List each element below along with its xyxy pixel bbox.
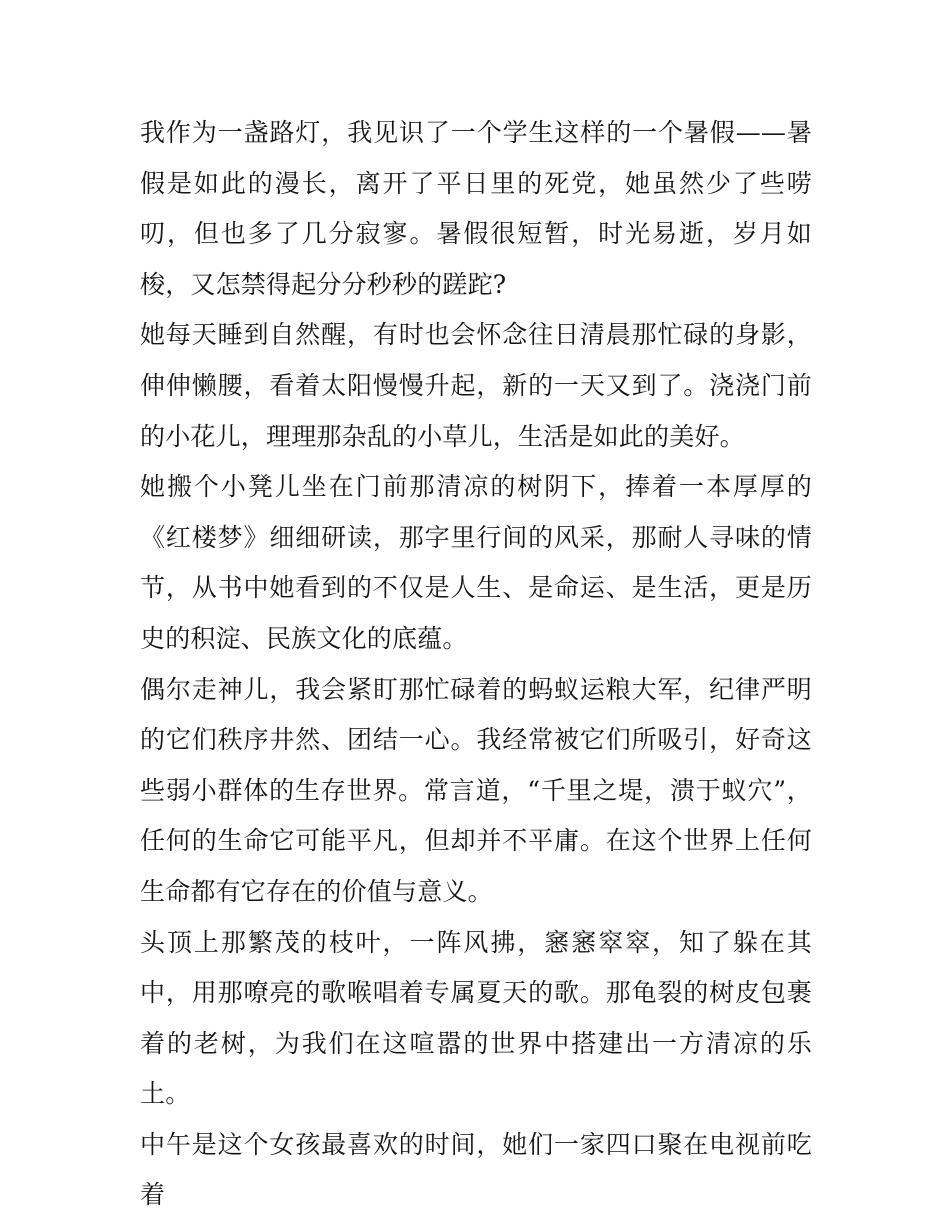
document-body (140, 108, 812, 1221)
paragraph-3: 她搬个小凳儿坐在门前那清凉的树阴下，捧着一本厚厚的《红楼梦》细细研读，那字里行间的风采，那耐人寻味的情节，从书中她看到的不仅是人生、是命运、是生活，更是历史的积淀、民族文化的底蕴。 (140, 472, 812, 653)
paragraph-5: 头顶上那繁茂的枝叶，一阵风拂，窸窸窣窣，知了躲在其中，用那嘹亮的歌喉唱着专属夏天的歌。那龟裂的树皮包裹着的老树，为我们在这喧嚣的世界中搭建出一方清凉的乐土。 (140, 927, 812, 1109)
paragraph-4: 偶尔走神儿，我会紧盯那忙碌着的蚂蚁运粮大军，纪律严明的它们秩序井然、团结一心。我经常被它们所吸引，好奇这些弱小群体的生存世界。常言道，“千里之堤，溃于蚁穴”，任何的生命它可能平凡，但却并不平庸。在这个世界上任何生命都有它存在的价值与意义。 (140, 674, 812, 906)
paragraph-6: 中午是这个女孩最喜欢的时间，她们一家四口聚在电视前吃着 (140, 1129, 812, 1210)
paragraph-2: 她每天睡到自然醒，有时也会怀念往日清晨那忙碌的身影，伸伸懒腰，看着太阳慢慢升起，新的一天又到了。浇浇门前的小花儿，理理那杂乱的小草儿，生活是如此的美好。 (140, 320, 812, 451)
paragraph-1: 我作为一盏路灯，我见识了一个学生这样的一个暑假——暑假是如此的漫长，离开了平日里的死党，她虽然少了些唠叨，但也多了几分寂寥。暑假很短暂，时光易逝，岁月如梭，又怎禁得起分分秒秒的蹉跎? (140, 118, 812, 299)
